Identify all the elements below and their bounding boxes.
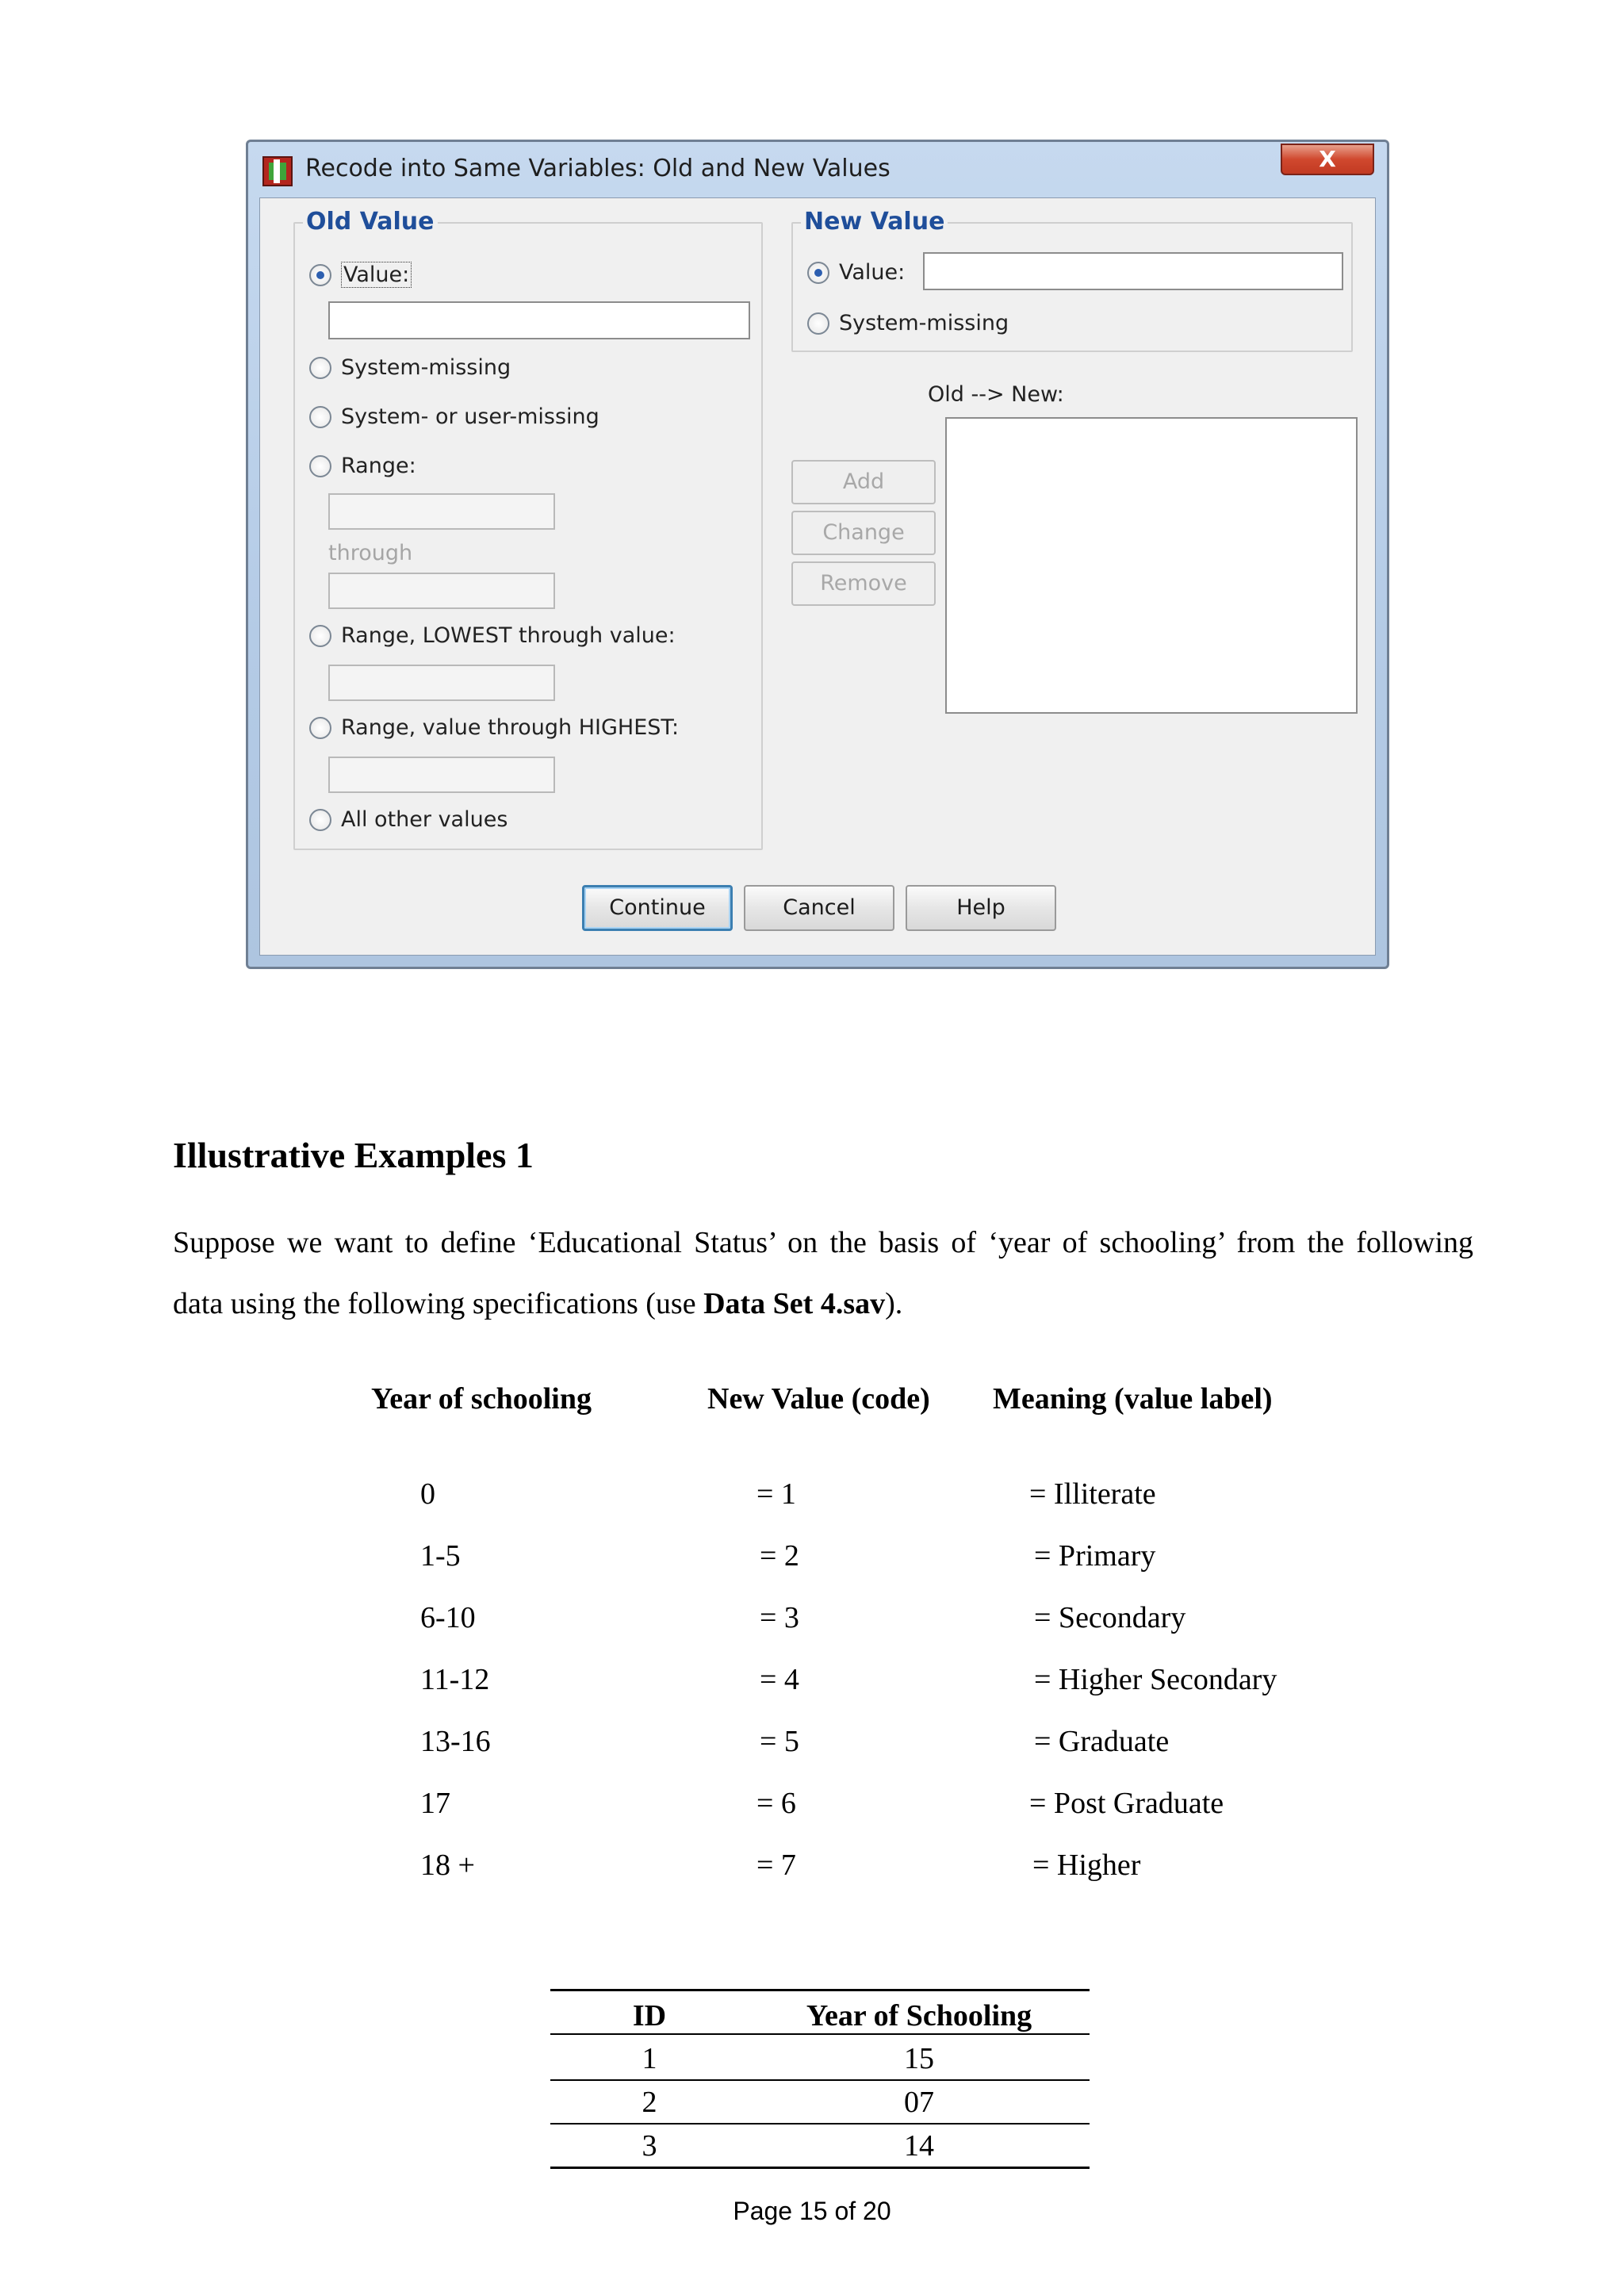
change-button[interactable]: Change <box>791 511 936 555</box>
table-row-rule <box>550 2079 1090 2081</box>
old-all-other-row[interactable] <box>309 807 508 832</box>
old-range-lowest-row[interactable] <box>309 623 676 648</box>
table-cell-year: 15 <box>904 2042 934 2075</box>
new-system-missing-row[interactable] <box>807 311 1009 335</box>
new-system-missing-label: System-missing <box>839 311 1009 335</box>
old-value-legend: Old Value <box>303 208 438 236</box>
old-range-highest-radio[interactable] <box>309 717 331 739</box>
spec-year-cell: 13-16 <box>420 1725 491 1758</box>
paragraph-line-2 <box>173 1286 1473 1321</box>
spec-header-code: New Value (code) <box>707 1382 930 1416</box>
dialog-client-area <box>259 197 1376 956</box>
spec-meaning-cell: = Higher Secondary <box>1034 1663 1277 1696</box>
spec-year-cell: 1-5 <box>420 1539 461 1573</box>
old-value-radio-row[interactable] <box>309 262 412 288</box>
old-range-row[interactable] <box>309 454 416 478</box>
old-range-highest-row[interactable] <box>309 715 679 740</box>
old-system-missing-radio[interactable] <box>309 357 331 379</box>
section-heading: Illustrative Examples 1 <box>173 1135 534 1175</box>
paragraph-suffix: ). <box>885 1287 903 1320</box>
spec-meaning-cell: = Secondary <box>1034 1601 1186 1634</box>
spec-meaning-cell: = Illiterate <box>1029 1477 1156 1511</box>
spec-code-cell: = 3 <box>760 1601 799 1634</box>
old-all-other-label: All other values <box>341 807 508 832</box>
table-header-rule <box>550 2033 1090 2035</box>
table-header-id: ID <box>632 1999 667 2033</box>
table-top-rule <box>550 1989 1090 1991</box>
old-new-label: Old --> New: <box>928 382 1064 407</box>
spss-app-icon <box>262 156 293 186</box>
range-from-input[interactable] <box>328 493 555 530</box>
old-range-lowest-label: Range, LOWEST through value: <box>341 623 676 648</box>
old-range-highest-label: Range, value through HIGHEST: <box>341 715 680 740</box>
old-range-lowest-radio[interactable] <box>309 625 331 647</box>
new-system-missing-radio[interactable] <box>807 312 829 335</box>
range-lowest-input[interactable] <box>328 665 555 701</box>
close-button[interactable]: X <box>1281 144 1374 175</box>
old-range-label: Range: <box>341 454 416 478</box>
spec-code-cell: = 1 <box>756 1477 796 1511</box>
spec-code-cell: = 6 <box>756 1787 796 1820</box>
table-row-rule <box>550 2167 1090 2169</box>
spec-code-cell: = 7 <box>756 1849 796 1882</box>
new-value-radio[interactable] <box>807 262 829 284</box>
old-system-missing-row[interactable] <box>309 355 511 380</box>
old-system-missing-label: System-missing <box>341 355 511 380</box>
table-cell-year: 07 <box>904 2086 934 2119</box>
new-value-input[interactable] <box>923 252 1343 290</box>
old-value-input[interactable] <box>328 301 750 339</box>
old-value-group <box>293 208 763 850</box>
remove-button[interactable]: Remove <box>791 561 936 606</box>
new-value-group <box>791 208 1353 352</box>
through-label: through <box>328 541 413 565</box>
old-system-user-missing-label: System- or user-missing <box>341 404 599 429</box>
old-value-label: Value: <box>341 262 412 288</box>
table-cell-year: 14 <box>904 2129 934 2163</box>
spec-year-cell: 18 + <box>420 1849 475 1882</box>
range-highest-input[interactable] <box>328 757 555 793</box>
old-value-radio[interactable] <box>309 264 331 286</box>
old-system-user-missing-row[interactable] <box>309 404 599 429</box>
spec-code-cell: = 5 <box>760 1725 799 1758</box>
help-button[interactable]: Help <box>906 885 1056 931</box>
spec-header-meaning: Meaning (value label) <box>993 1382 1273 1416</box>
range-to-input[interactable] <box>328 573 555 609</box>
dataset-name: Data Set 4.sav <box>703 1287 886 1320</box>
new-value-legend: New Value <box>801 208 948 236</box>
paragraph-line-1: Suppose we want to define ‘Educational Status’ on the basis of ‘year of schooling’ from the following <box>173 1226 1473 1259</box>
cancel-button[interactable]: Cancel <box>744 885 894 931</box>
recode-dialog <box>246 140 1389 969</box>
title-bar[interactable] <box>248 142 1387 202</box>
old-system-user-missing-radio[interactable] <box>309 406 331 428</box>
new-value-radio-row[interactable] <box>807 260 905 285</box>
spec-code-cell: = 4 <box>760 1663 799 1696</box>
table-cell-id: 3 <box>642 2129 657 2163</box>
spec-meaning-cell: = Primary <box>1034 1539 1156 1573</box>
spec-meaning-cell: = Higher <box>1032 1849 1141 1882</box>
spec-header-year: Year of schooling <box>371 1382 592 1416</box>
table-row-rule <box>550 2123 1090 2125</box>
old-all-other-radio[interactable] <box>309 809 331 831</box>
spec-meaning-cell: = Post Graduate <box>1029 1787 1224 1820</box>
table-cell-id: 1 <box>642 2042 657 2075</box>
table-header-year: Year of Schooling <box>806 1999 1032 2033</box>
new-value-label: Value: <box>839 260 906 285</box>
table-cell-id: 2 <box>642 2086 657 2119</box>
continue-button[interactable]: Continue <box>582 885 733 931</box>
paragraph-prefix: data using the following specifications (use <box>173 1287 704 1320</box>
old-range-radio[interactable] <box>309 455 331 477</box>
dialog-title: Recode into Same Variables: Old and New Values <box>305 155 891 182</box>
spec-meaning-cell: = Graduate <box>1034 1725 1170 1758</box>
spec-year-cell: 11-12 <box>420 1663 490 1696</box>
spec-year-cell: 6-10 <box>420 1601 476 1634</box>
add-button[interactable]: Add <box>791 460 936 504</box>
spec-code-cell: = 2 <box>760 1539 799 1573</box>
spec-year-cell: 0 <box>420 1477 435 1511</box>
spec-year-cell: 17 <box>420 1787 450 1820</box>
old-new-listbox[interactable] <box>945 417 1358 714</box>
page-footer: Page 15 of 20 <box>733 2197 891 2225</box>
